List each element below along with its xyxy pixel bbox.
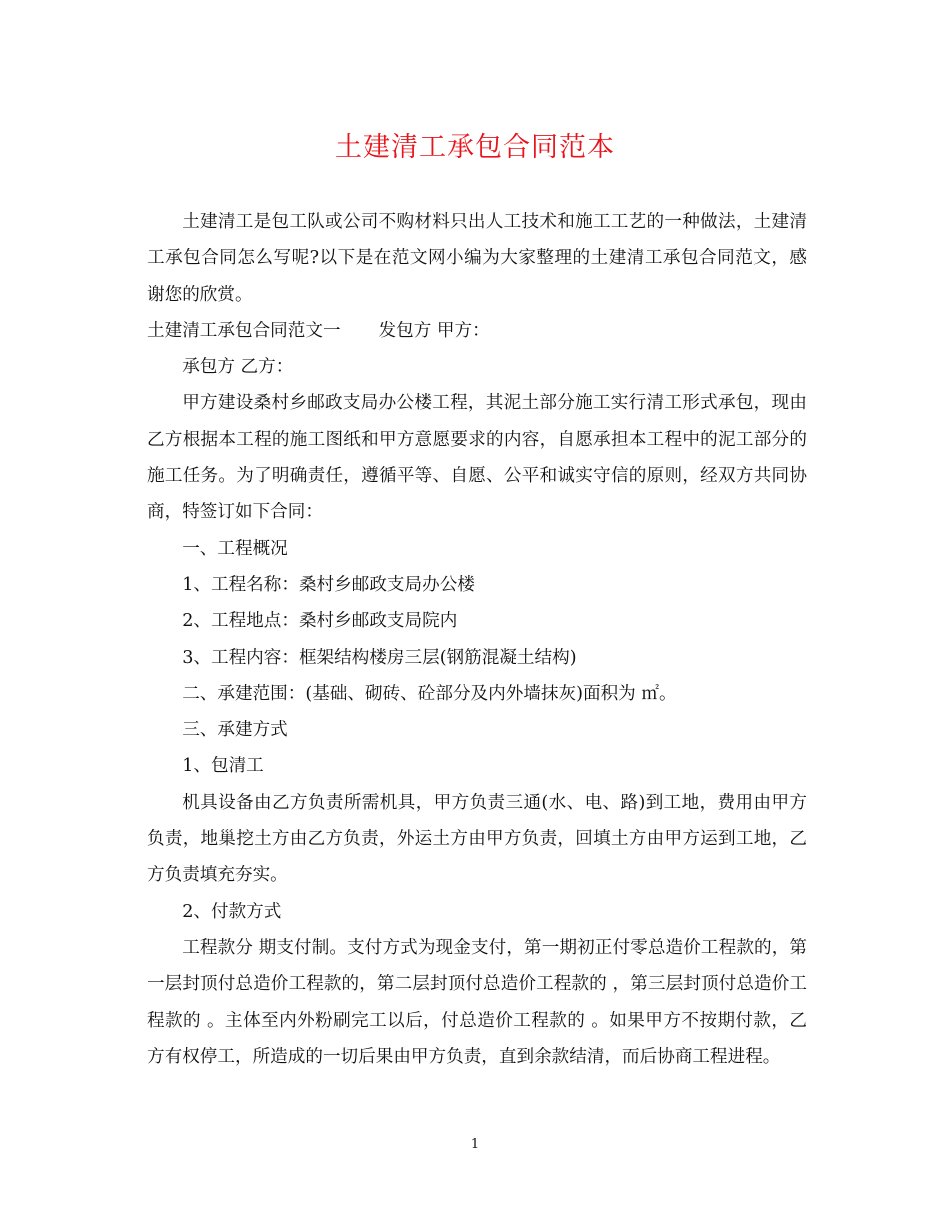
- clause-3-item-2-text: 工程款分 期支付制。支付方式为现金支付，第一期初正付零总造价工程款的，第一层封顶付总造价工程款的，第二层封顶付总造价工程款的 ，第三层封顶付总造价工程款的 。主体至内外粉刷完工以后，付总造价工程款的 。如果甲方不按期付款，乙方有权停工，所造成的一切后果由甲方负责，直到余款结清，而后协商工程进程。: [147, 937, 807, 1067]
- preamble-paragraph: 甲方建设桑村乡邮政支局办公楼工程，其泥土部分施工实行清工形式承包，现由乙方根据本工程的施工图纸和甲方意愿要求的内容，自愿承担本工程中的泥工部分的施工任务。为了明确责任，遵循平等、自愿、公平和诚实守信的原则，经双方共同协商，特签订如下合同：: [147, 393, 807, 523]
- party-b-label: 承包方 乙方：: [182, 357, 294, 378]
- clause-3-item-1-text: 机具设备由乙方负责所需机具，甲方负责三通(水、电、路)到工地，费用由甲方负责，地巢挖土方由乙方负责，外运土方由甲方负责，回填土方由甲方运到工地，乙方负责填充夯实。: [147, 792, 807, 886]
- clause-1-item-1: 1、工程名称：桑村乡邮政支局办公楼: [182, 574, 475, 595]
- clause-1-item-3: 3、工程内容：框架结构楼房三层(钢筋混凝土结构): [182, 647, 577, 668]
- party-a-label: 发包方 甲方：: [378, 320, 490, 341]
- section-heading: 土建清工承包合同范文一: [147, 320, 341, 341]
- intro-paragraph: 土建清工是包工队或公司不购材料只出人工技术和施工工艺的一种做法，土建清工承包合同怎么写呢?以下是在范文网小编为大家整理的土建清工承包合同范文，感谢您的欣赏。: [147, 212, 807, 305]
- clause-1-item-2: 2、工程地点：桑村乡邮政支局院内: [182, 611, 458, 632]
- page-number: 1: [470, 1137, 480, 1152]
- clause-3-item-2: 2、付款方式: [182, 901, 282, 922]
- clause-3-title: 三、承建方式: [182, 720, 288, 741]
- clause-3-item-1: 1、包清工: [182, 756, 264, 777]
- clause-2: 二、承建范围：(基础、砌砖、砼部分及内外墙抹灰)面积为 ㎡。: [182, 683, 677, 704]
- clause-1-title: 一、工程概况: [182, 538, 288, 559]
- document-title: 土建清工承包合同范本: [335, 132, 615, 163]
- section-heading-line: [147, 313, 807, 349]
- document-body: [147, 204, 807, 1075]
